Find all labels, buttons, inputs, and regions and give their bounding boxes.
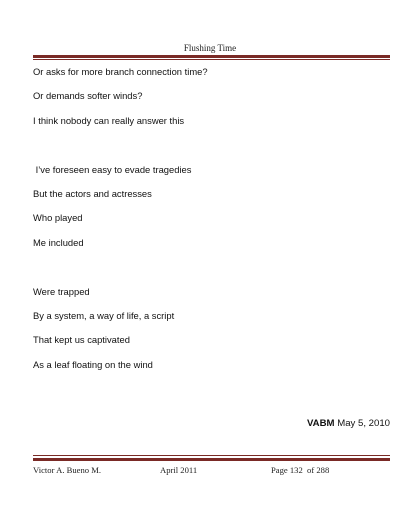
stanza-break [33,261,390,285]
poem-line: Were trapped [33,285,90,297]
footer-date: April 2011 [160,465,198,475]
poem-line: As a leaf floating on the wind [33,358,153,370]
header-rule-thin [33,59,390,60]
poem-line: Who played [33,212,83,224]
poem-line: That kept us captivated [33,334,130,346]
signature-line [307,418,390,429]
poem-line: Me included [33,236,84,248]
poem-line: By a system, a way of life, a script [33,309,175,321]
signature-date: May 5, 2010 [334,418,390,429]
poem-line: Or asks for more branch connection time? [33,66,208,77]
footer-page-number: Page 132 of 288 [271,465,330,475]
poem-line: But the actors and actresses [33,187,152,199]
signature-author: VABM [306,418,335,429]
poem-line: I’ve foreseen easy to evade tragedies [33,163,192,175]
page-header-title: Flushing Time [183,43,237,53]
header-rule-thick [33,55,390,58]
poem-line: Or demands softer winds? [33,90,143,102]
footer-rule-thin [33,455,390,456]
poem-line: I think nobody can really answer this [33,114,185,126]
stanza-break [33,139,390,163]
poem-body [33,66,390,383]
footer-author: Victor A. Bueno M. [33,465,101,475]
page-footer [33,465,390,477]
footer-rule-thick [33,458,390,461]
